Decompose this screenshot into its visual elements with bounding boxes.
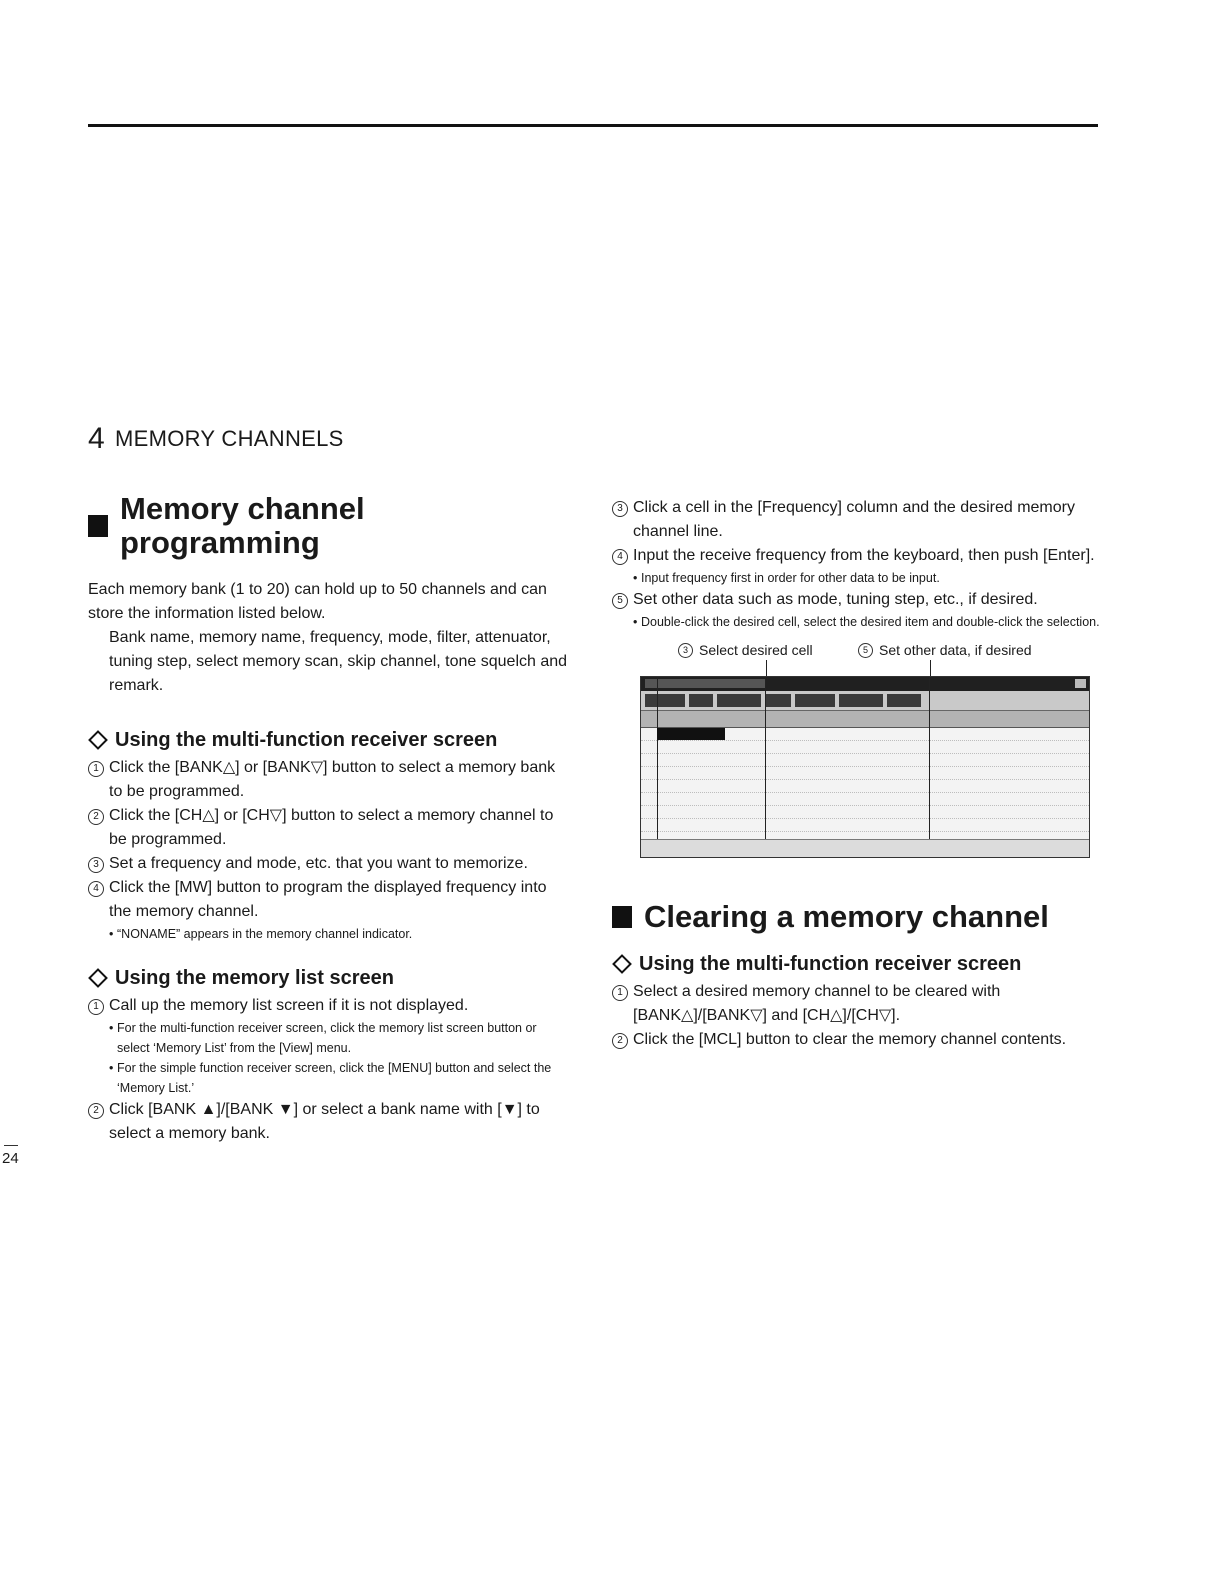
chapter-title: MEMORY CHANNELS (115, 426, 344, 451)
callout-set-other-data: 5 Set other data, if desired (858, 642, 1032, 658)
step-number-4-icon: 4 (612, 549, 628, 565)
step-item: 5 Set other data such as mode, tuning step, etc., if desired. (612, 588, 1100, 612)
step-item: 2 Click the [CH△] or [CH▽] button to select a memory channel to be programmed. (88, 804, 568, 852)
right-column (612, 496, 1100, 1052)
step-number-3-icon: 3 (88, 857, 104, 873)
note-item: • Input frequency first in order for other data to be input. (612, 568, 1100, 588)
step-number-5-icon: 5 (612, 593, 628, 609)
step-item: 3 Click a cell in the [Frequency] column and the desired memory channel line. (612, 496, 1100, 544)
step-item: 3 Set a frequency and mode, etc. that you want to memorize. (88, 852, 568, 876)
step-item: 4 Click the [MW] button to program the displayed frequency into the memory channel. (88, 876, 568, 924)
step-item: 1 Click the [BANK△] or [BANK▽] button to select a memory bank to be programmed. (88, 756, 568, 804)
step-item: 1 Call up the memory list screen if it is not displayed. (88, 994, 568, 1018)
chapter-number: 4 (88, 422, 105, 455)
close-icon (1075, 679, 1086, 688)
diamond-bullet-icon (88, 968, 108, 988)
intro-text: Each memory bank (1 to 20) can hold up to 50 channels and can store the information listed below. (88, 581, 547, 623)
intro-list: Bank name, memory name, frequency, mode, filter, attenuator, tuning step, select memory scan, skip channel, tone squelch and remark. (109, 629, 568, 695)
step-number-2-icon: 2 (612, 1033, 628, 1049)
step-number-2-icon: 2 (88, 809, 104, 825)
step-item: 2 Click [BANK ▲]/[BANK ▼] or select a bank name with [▼] to select a memory bank. (88, 1098, 568, 1146)
memory-grid (641, 728, 1089, 839)
left-column (88, 492, 568, 1146)
step-number-3-icon: 3 (678, 643, 693, 658)
step-number-1-icon: 1 (88, 761, 104, 777)
step-number-1-icon: 1 (88, 999, 104, 1015)
step-item: 1 Select a desired memory channel to be cleared with [BANK△]/[BANK▽] and [CH△]/[CH▽]. (612, 980, 1100, 1028)
grid-header (641, 711, 1089, 728)
square-bullet-icon (88, 515, 108, 537)
header-rule (88, 124, 1098, 127)
window-titlebar (641, 677, 1089, 691)
window-statusbar (641, 839, 1089, 857)
note-item: • Double-click the desired cell, select the desired item and double-click the selection. (612, 612, 1100, 632)
diamond-bullet-icon (612, 954, 632, 974)
section-title-programming: Memory channel programming (88, 492, 568, 560)
note-item: • “NONAME” appears in the memory channel indicator. (88, 924, 568, 944)
selected-cell (657, 728, 725, 740)
callout-select-cell: 3 Select desired cell (678, 642, 813, 658)
memory-list-screenshot (640, 676, 1090, 858)
step-number-4-icon: 4 (88, 881, 104, 897)
subsection-title-memory-list: Using the memory list screen (88, 966, 568, 990)
step-item: 2 Click the [MCL] button to clear the memory channel contents. (612, 1028, 1100, 1052)
subsection-title-multifunction: Using the multi-function receiver screen (88, 728, 568, 752)
step-number-5-icon: 5 (858, 643, 873, 658)
step-item: 4 Input the receive frequency from the keyboard, then push [Enter]. (612, 544, 1100, 568)
page-number: 24 (2, 1150, 19, 1167)
step-number-3-icon: 3 (612, 501, 628, 517)
subsection-title-clear-multifunction: Using the multi-function receiver screen (612, 952, 1100, 976)
diamond-bullet-icon (88, 730, 108, 750)
note-item: • For the simple function receiver screen, click the [MENU] button and select the ‘Memory List.’ (88, 1058, 568, 1098)
step-number-2-icon: 2 (88, 1103, 104, 1119)
figure-callouts (612, 642, 1100, 676)
window-toolbar (641, 691, 1089, 711)
note-item: • For the multi-function receiver screen, click the memory list screen button or select ‘Memory List’ from the [View] menu. (88, 1018, 568, 1058)
square-bullet-icon (612, 906, 632, 928)
section-title-clearing: Clearing a memory channel (612, 900, 1100, 934)
chapter-header (88, 422, 344, 456)
step-number-1-icon: 1 (612, 985, 628, 1001)
